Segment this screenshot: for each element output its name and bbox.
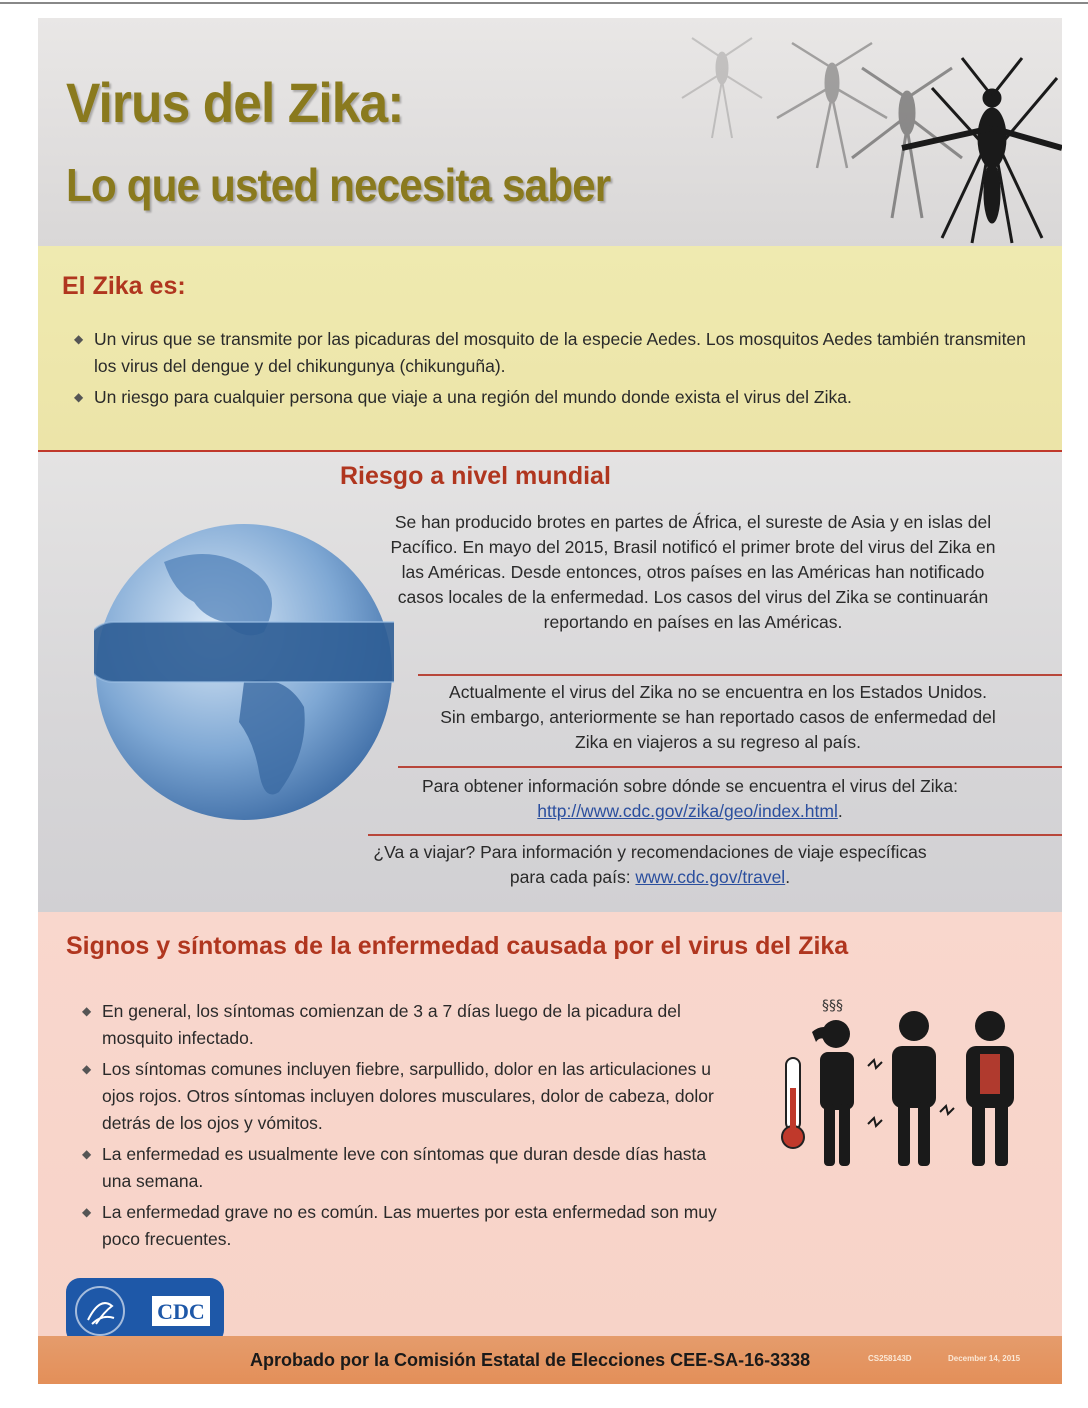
header — [38, 18, 1062, 246]
approval-notice: Aprobado por la Comisión Estatal de Elecciones CEE-SA-16-3338 — [250, 1350, 811, 1370]
document-code: CS258143D — [868, 1354, 912, 1363]
bullet-icon: ◆ — [82, 1004, 92, 1018]
bullet-text: Un virus que se transmite por las picaduras del mosquito de la especie Aedes. Los mosquitos Aedes también transmiten los virus del dengue y del chikungunya (chikunguña). — [94, 329, 1026, 376]
risk-paragraph-us: Actualmente el virus del Zika no se encuentra en los Estados Unidos. Sin embargo, anteriormente se han reportado casos de enfermedad del Zika en viajeros a su regreso al país. — [440, 682, 996, 752]
travel-period: . — [785, 867, 791, 887]
bullet-icon: ◆ — [74, 390, 84, 404]
bullet-text: La enfermedad es usualmente leve con síntomas que duran desde días hasta una semana. — [102, 1144, 707, 1191]
fever-person-icon — [812, 998, 854, 1166]
globe-illustration — [94, 522, 394, 822]
section-heading-symptoms: Signos y síntomas de la enfermedad causada por el virus del Zika — [66, 932, 849, 960]
cdc-logo — [66, 1278, 224, 1344]
footer-bar — [38, 1336, 1062, 1384]
list-item — [78, 998, 738, 1052]
geo-text: Para obtener información sobre dónde se encuentra el virus del Zika: — [422, 776, 958, 796]
section-heading-zika: El Zika es: — [62, 272, 186, 300]
bullet-icon: ◆ — [82, 1205, 92, 1219]
travel-link[interactable]: www.cdc.gov/travel — [635, 867, 786, 887]
document-date: December 14, 2015 — [948, 1354, 1021, 1363]
mosquito-illustration — [602, 28, 1062, 248]
list-item — [70, 326, 1030, 380]
bullet-icon: ◆ — [82, 1062, 92, 1076]
divider — [418, 674, 1062, 676]
list-item — [78, 1056, 738, 1137]
zika-bullet-list — [70, 326, 1030, 415]
section-heading-risk: Riesgo a nivel mundial — [340, 462, 611, 490]
scan-top-line — [0, 2, 1088, 4]
symptom-figures-illustration — [764, 992, 1024, 1182]
symptoms-section — [38, 912, 1062, 1342]
bullet-text: La enfermedad grave no es común. Las muertes por esta enfermedad son muy poco frecuentes. — [102, 1202, 717, 1249]
geo-period: . — [837, 801, 843, 821]
divider — [398, 766, 1062, 768]
symptoms-bullet-list — [78, 998, 738, 1257]
list-item — [78, 1141, 738, 1195]
divider — [368, 834, 1062, 836]
travel-text: ¿Va a viajar? Para información y recomendaciones de viaje específicas para cada país: — [373, 842, 927, 887]
list-item — [78, 1199, 738, 1253]
flyer-page — [38, 18, 1062, 1384]
cdc-logo-text: CDC — [157, 1299, 205, 1324]
bullet-text: Los síntomas comunes incluyen fiebre, sarpullido, dolor en las articulaciones u ojos rojos. Otros síntomas incluyen dolores musculares, dolor de cabeza, dolor detrás de los ojos y vómitos. — [102, 1059, 714, 1133]
risk-paragraph-travel — [360, 840, 940, 890]
mosquito-icon-light — [852, 68, 962, 218]
rash-person-icon — [966, 1011, 1014, 1166]
page-title: Virus del Zika: — [66, 71, 404, 134]
risk-paragraph-geo — [410, 774, 970, 824]
zika-definition-section — [38, 246, 1062, 452]
page-subtitle: Lo que usted necesita saber — [66, 159, 611, 211]
joint-pain-person-icon — [868, 1011, 954, 1166]
mosquito-icon-faded — [682, 38, 762, 138]
global-risk-section — [38, 452, 1062, 912]
bullet-text: Un riesgo para cualquier persona que viaje a una región del mundo donde exista el virus del Zika. — [94, 387, 852, 407]
svg-text:§§§: §§§ — [822, 998, 843, 1014]
geo-link[interactable]: http://www.cdc.gov/zika/geo/index.html — [537, 801, 838, 821]
bullet-text: En general, los síntomas comienzan de 3 a 7 días luego de la picadura del mosquito infectado. — [102, 1001, 681, 1048]
risk-paragraph-outbreaks: Se han producido brotes en partes de África, el sureste de Asia y en islas del Pacífico. En mayo del 2015, Brasil notificó el primer brote del virus del Zika en las Américas. Desde entonces, otros países en las Américas han notificado casos locales de la enfermedad. Los casos del virus del Zika se continuarán reportando en países en las Américas. — [390, 512, 996, 632]
list-item — [70, 384, 1030, 411]
bullet-icon: ◆ — [74, 332, 84, 346]
thermometer-icon — [782, 1058, 804, 1148]
bullet-icon: ◆ — [82, 1147, 92, 1161]
mosquito-icon-medium — [777, 43, 887, 168]
